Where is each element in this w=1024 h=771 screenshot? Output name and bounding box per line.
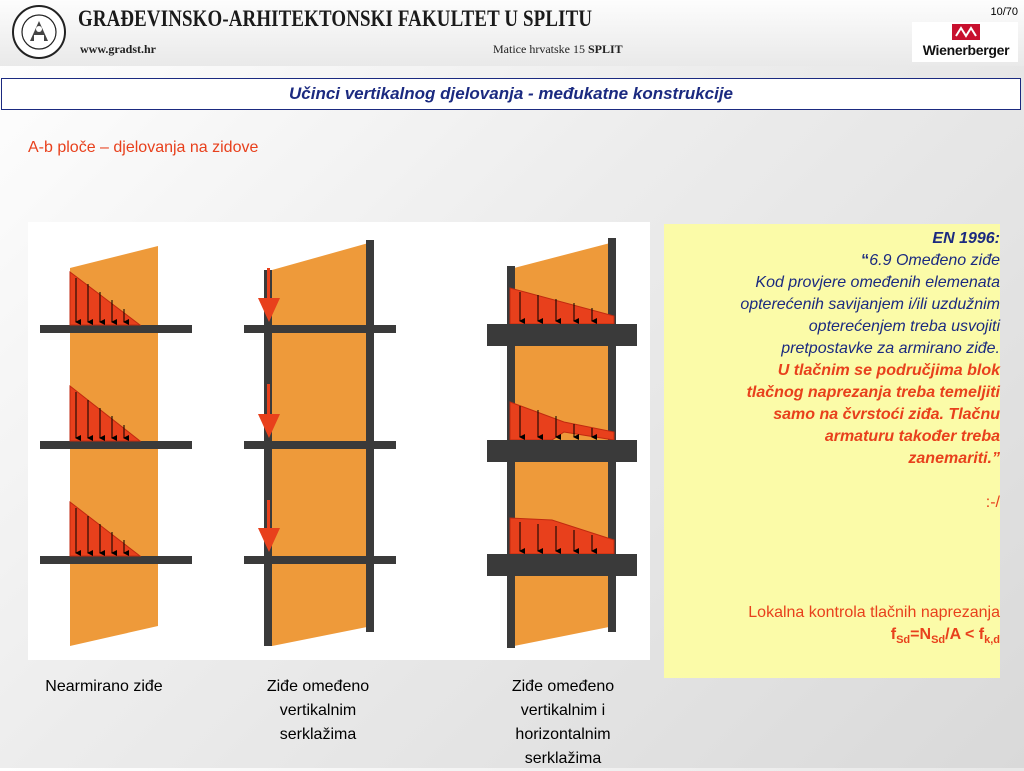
caption-unreinforced-text: Nearmirano ziđe — [45, 678, 163, 695]
wall-2-right-tie — [366, 240, 374, 632]
note-clause-text: 6.9 Omeđeno ziđe — [869, 252, 1000, 269]
slide-title: Učinci vertikalnog djelovanja - međukatne konstrukcije — [288, 84, 734, 103]
note-local-check: Lokalna kontrola tlačnih naprezanja — [748, 604, 1000, 621]
header — [0, 0, 1024, 66]
note-heading: EN 1996: — [932, 230, 1000, 247]
brand-mark-icon — [952, 24, 980, 40]
slide-title-bar — [1, 78, 1021, 110]
formula-sd-2: Sd — [931, 634, 946, 647]
page-number: 10/70 — [990, 6, 1018, 18]
wall-1-slab-1 — [40, 325, 192, 333]
formula-sd-1: Sd — [896, 634, 911, 647]
caption-full-line-2: vertikalnim i — [520, 702, 606, 719]
note-emph-1: U tlačnim se područjima blok — [777, 362, 1000, 379]
wall-3-ring-beam-1 — [487, 324, 637, 346]
note-line-2: opterećenih savijanjem i/ili uzdužnim — [740, 296, 1000, 313]
website-link[interactable]: www.gradst.hr — [80, 42, 157, 56]
vertically-confined-wall — [244, 240, 396, 646]
note-smiley: :-/ — [985, 494, 1000, 511]
wall-3-ring-beam-3 — [487, 554, 637, 576]
note-formula — [664, 624, 1000, 651]
wall-2-slab-3 — [244, 556, 396, 564]
standard-note-box — [664, 224, 1000, 678]
caption-full-line-1: Ziđe omeđeno — [511, 678, 615, 695]
wall-3-ring-beam-2 — [487, 440, 637, 462]
brand-name: Wienerberger — [922, 42, 1010, 58]
note-line-3: opterećenjem treba usvojiti — [808, 318, 1000, 335]
address-street: Matice hrvatske 15 — [493, 42, 585, 56]
caption-vertical-line-1: Ziđe omeđeno — [266, 678, 370, 695]
caption-vertical-line-2: vertikalnim — [279, 702, 357, 719]
formula-f: f — [890, 626, 897, 643]
note-line-1: Kod provjere omeđenih elemenata — [755, 274, 1000, 291]
formula-a: /A < f — [945, 626, 985, 643]
note-emph-3: samo na čvrstoći ziđa. Tlačnu — [773, 406, 1000, 423]
unreinforced-wall — [40, 246, 192, 646]
address-city: SPLIT — [587, 42, 623, 56]
wall-diagram — [28, 222, 650, 660]
caption-vertical-line-3: serklažima — [279, 726, 357, 743]
caption-full-line-3: horizontalnim — [515, 726, 611, 743]
note-line-4: pretpostavke za armirano ziđe. — [781, 340, 1000, 357]
note-clause — [664, 250, 1000, 272]
address — [493, 42, 623, 57]
wall-diagram-svg — [28, 222, 650, 660]
note-emph-5: zanemariti.” — [908, 450, 1000, 467]
wall-2-slab-2 — [244, 441, 396, 449]
caption-full-ties — [480, 675, 646, 771]
subtitle: A-b ploče – djelovanja na zidove — [28, 139, 259, 156]
caption-unreinforced — [20, 675, 188, 699]
fully-confined-wall — [487, 238, 637, 648]
wall-2-slab-1 — [244, 325, 396, 333]
note-emph-4: armaturu također treba — [824, 428, 1000, 445]
caption-full-line-4: serklažima — [524, 750, 602, 767]
faculty-name: GRAĐEVINSKO-ARHITEKTONSKI FAKULTET U SPLITU — [78, 6, 593, 31]
caption-vertical-ties — [240, 675, 396, 747]
wall-1-slab-2 — [40, 441, 192, 449]
note-emph-2: tlačnog naprezanja treba temeljiti — [746, 384, 1000, 401]
note-quote-open: “ — [861, 252, 870, 269]
formula-eq: =N — [910, 626, 932, 643]
formula-kd: k,d — [984, 634, 1000, 647]
faculty-seal-icon — [12, 5, 66, 59]
brand-logo — [912, 22, 1018, 62]
wall-1-slab-3 — [40, 556, 192, 564]
